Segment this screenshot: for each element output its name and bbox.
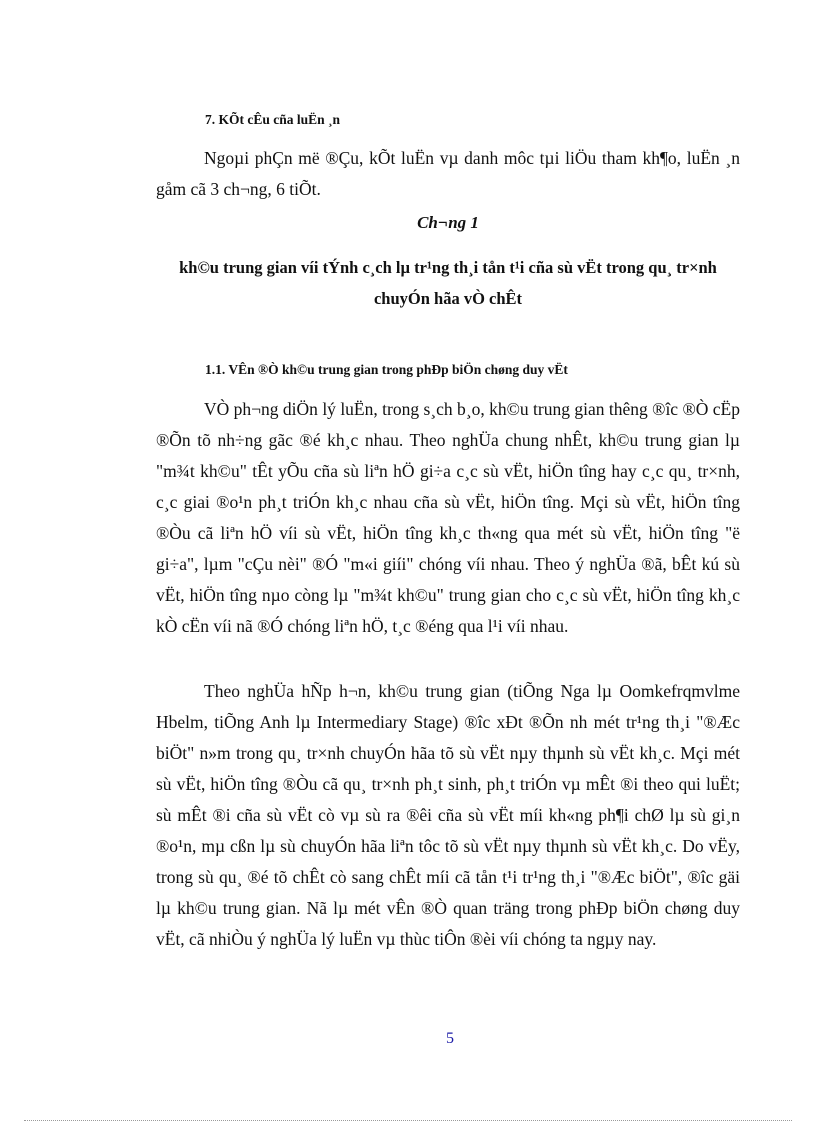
- chapter-number: Ch¬ng 1: [417, 213, 479, 232]
- section-7-heading: 7. KÕt cÊu cña luËn ¸n: [205, 112, 341, 127]
- intro-paragraph: Ngoµi phÇn më ®Çu, kÕt luËn vµ danh môc tµi liÖu tham kh¶o, luËn ¸n gåm cã 3 ch¬ng, 6 tiÕt.: [156, 148, 740, 199]
- body-paragraph-2: Theo nghÜa hÑp h¬n, kh©u trung gian (tiÕng Nga lµ Oomkefrqmvlme Hbelm, tiÕng Anh lµ Intermediary Stage) ®îc xÐt ®Õn nh mét tr¹ng th¸i "®Æc biÖt" n»m trong qu¸ tr×nh chuyÓn hãa tõ sù vËt nµy thµnh sù vËt kh¸c. Mçi mét sù vËt, hiÖn tîng ®Òu cã qu¸ tr×nh ph¸t sinh, ph¸t triÓn vµ mÊt ®i theo qui luËt; sù mÊt ®i cña sù vËt cò vµ sù ra ®êi cña sù vËt míi kh«ng ph¶i chØ lµ sù gi¸n ®o¹n, mµ cßn lµ sù chuyÓn hãa liªn tôc tõ sù vËt nµy thµnh sù vËt kh¸c. Do vËy, trong sù qu¸ ®é tõ chÊt cò sang chÊt míi cã tån t¹i tr¹ng th¸i "®Æc biÖt", ®îc gäi lµ kh©u trung gian. Nã lµ mét vÊn ®Ò quan träng trong phÐp biÖn chøng duy vËt, cã nhiÒu ý nghÜa lý luËn vµ thùc tiÔn ®èi víi chóng ta ngµy nay.: [156, 681, 740, 949]
- chapter-title: kh©u trung gian víi tÝnh c¸ch lµ tr¹ng th¸i tån t¹i cña sù vËt trong qu¸ tr×nh chuyÓn hãa vÒ chÊt: [179, 258, 717, 308]
- section-1-1-heading: 1.1. VÊn ®Ò kh©u trung gian trong phÐp biÖn chøng duy vËt: [205, 362, 568, 377]
- page-number: 5: [446, 1030, 454, 1047]
- page-footer-divider: [24, 1120, 792, 1121]
- body-paragraph-1: VÒ ph¬ng diÖn lý luËn, trong s¸ch b¸o, kh©u trung gian thêng ®îc ®Ò cËp ®Õn tõ nh÷ng gãc ®é kh¸c nhau. Theo nghÜa chung nhÊt, kh©u trung gian lµ "m¾t kh©u" tÊt yÕu cña sù liªn hÖ gi÷a c¸c sù vËt, hiÖn tîng hay c¸c qu¸ tr×nh, c¸c giai ®o¹n ph¸t triÓn kh¸c nhau cña sù vËt, hiÖn tîng. Mçi sù vËt, hiÖn tîng ®Òu cã liªn hÖ víi sù vËt, hiÖn tîng kh¸c th«ng qua mét sù vËt, hiÖn tîng "ë gi÷a", lµm "cÇu nèi" ®Ó "m«i giíi" chóng víi nhau. Theo ý nghÜa ®ã, bÊt kú sù vËt, hiÖn tîng nµo còng lµ "m¾t kh©u" trung gian cho c¸c sù vËt, hiÖn tîng kh¸c kÒ cËn víi nã ®Ó chóng liªn hÖ, t¸c ®éng qua l¹i víi nhau.: [156, 399, 740, 636]
